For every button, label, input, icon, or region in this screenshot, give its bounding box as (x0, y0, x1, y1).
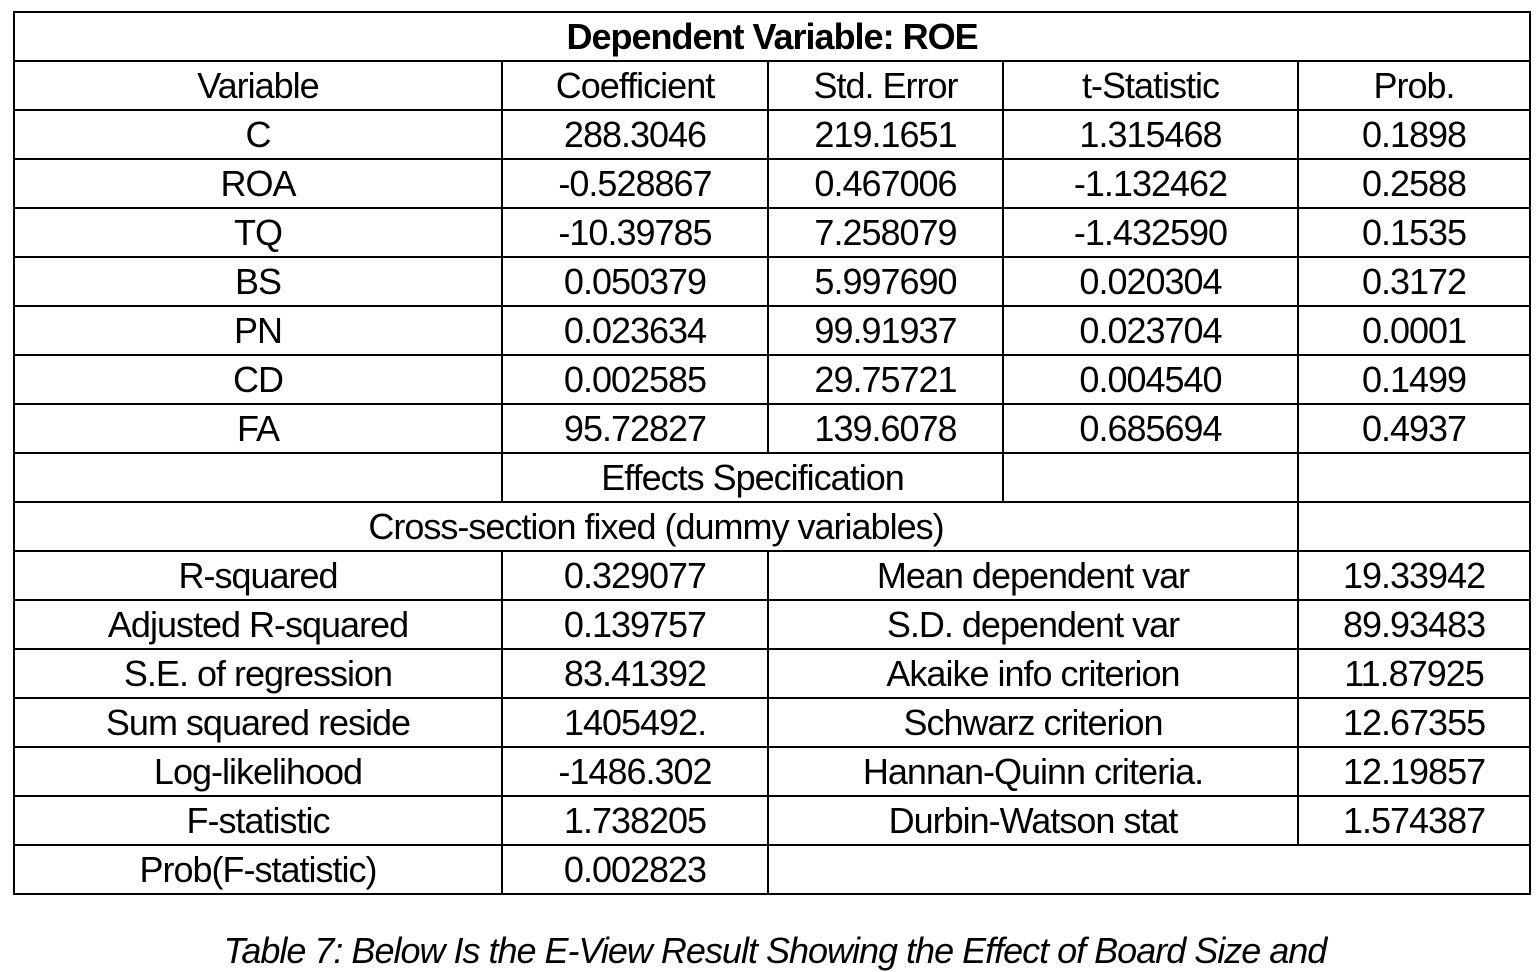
table-cell: 99.91937 (768, 306, 1003, 355)
table-cell: 0.050379 (502, 257, 768, 306)
table-cell: -10.39785 (502, 208, 768, 257)
table-cell: Mean dependent var (768, 551, 1298, 600)
table-cell: 1.738205 (502, 796, 768, 845)
table-cell: 0.685694 (1003, 404, 1298, 453)
header-cell: Coefficient (502, 61, 768, 110)
table-cell: FA (14, 404, 502, 453)
table-cell: 0.467006 (768, 159, 1003, 208)
stats-row (14, 747, 1530, 796)
table-row (14, 404, 1530, 453)
table-cell: S.E. of regression (14, 649, 502, 698)
title-row (14, 12, 1530, 61)
stats-row (14, 698, 1530, 747)
table-cell: 0.3172 (1298, 257, 1530, 306)
table-cell: Akaike info criterion (768, 649, 1298, 698)
stats-row (14, 551, 1530, 600)
stats-row (14, 600, 1530, 649)
table-cell: S.D. dependent var (768, 600, 1298, 649)
table-row (14, 306, 1530, 355)
table-cell: 0.004540 (1003, 355, 1298, 404)
table-cell: Effects Specification (502, 453, 1003, 502)
table-cell: 7.258079 (768, 208, 1003, 257)
table-cell: 5.997690 (768, 257, 1003, 306)
table-cell: -1.432590 (1003, 208, 1298, 257)
table-cell: Prob(F-statistic) (14, 845, 502, 894)
table-cell: F-statistic (14, 796, 502, 845)
table-cell: 219.1651 (768, 110, 1003, 159)
table-cell: 0.1898 (1298, 110, 1530, 159)
table-caption: Table 7: Below Is the E-View Result Showing the Effect of Board Size and (223, 930, 1327, 971)
table-cell: CD (14, 355, 502, 404)
table-cell: Sum squared reside (14, 698, 502, 747)
stats-row (14, 796, 1530, 845)
table-cell: 0.329077 (502, 551, 768, 600)
table-cell: 288.3046 (502, 110, 768, 159)
table-cell: 0.0001 (1298, 306, 1530, 355)
table-cell: 0.002585 (502, 355, 768, 404)
table-cell (768, 845, 1530, 894)
header-cell: Std. Error (768, 61, 1003, 110)
table-cell: 11.87925 (1298, 649, 1530, 698)
table-cell: -1.132462 (1003, 159, 1298, 208)
table-cell: 0.023704 (1003, 306, 1298, 355)
table-row (14, 110, 1530, 159)
table-cell: 89.93483 (1298, 600, 1530, 649)
table-row (14, 355, 1530, 404)
table-cell: BS (14, 257, 502, 306)
table-cell: 12.19857 (1298, 747, 1530, 796)
table-cell: Adjusted R-squared (14, 600, 502, 649)
header-cell: Variable (14, 61, 502, 110)
effects-spec-row (14, 453, 1530, 502)
table-cell: C (14, 110, 502, 159)
table-cell: 0.1499 (1298, 355, 1530, 404)
regression-table (13, 11, 1531, 895)
table-cell: -1486.302 (502, 747, 768, 796)
table-cell: 19.33942 (1298, 551, 1530, 600)
table-cell: 0.002823 (502, 845, 768, 894)
table-cell: 29.75721 (768, 355, 1003, 404)
table-cell: 83.41392 (502, 649, 768, 698)
table-cell (14, 453, 502, 502)
table-cell: Durbin-Watson stat (768, 796, 1298, 845)
header-cell: Prob. (1298, 61, 1530, 110)
table-cell: 1.315468 (1003, 110, 1298, 159)
table-row (14, 257, 1530, 306)
stats-row (14, 649, 1530, 698)
header-cell: t-Statistic (1003, 61, 1298, 110)
table-cell (1003, 453, 1298, 502)
table-cell: 0.023634 (502, 306, 768, 355)
table-cell: 0.1535 (1298, 208, 1530, 257)
table-cell: Hannan-Quinn criteria. (768, 747, 1298, 796)
table-cell: PN (14, 306, 502, 355)
table-cell: TQ (14, 208, 502, 257)
cross-section-row (14, 502, 1530, 551)
table-cell: Cross-section fixed (dummy variables) (14, 502, 1298, 551)
table-cell: R-squared (14, 551, 502, 600)
table-cell: 0.139757 (502, 600, 768, 649)
table-cell: 139.6078 (768, 404, 1003, 453)
table-cell: Log-likelihood (14, 747, 502, 796)
table-cell: Schwarz criterion (768, 698, 1298, 747)
table-cell: 1405492. (502, 698, 768, 747)
table-cell: 0.2588 (1298, 159, 1530, 208)
table-cell: 1.574387 (1298, 796, 1530, 845)
table-cell: 95.72827 (502, 404, 768, 453)
table-row (14, 208, 1530, 257)
table-cell (1298, 502, 1530, 551)
table-row (14, 159, 1530, 208)
table-cell: -0.528867 (502, 159, 768, 208)
header-row (14, 61, 1530, 110)
table-cell: 12.67355 (1298, 698, 1530, 747)
table-title: Dependent Variable: ROE (14, 12, 1530, 61)
stats-row (14, 845, 1530, 894)
table-cell: 0.4937 (1298, 404, 1530, 453)
table-cell (1298, 453, 1530, 502)
table-cell: 0.020304 (1003, 257, 1298, 306)
table-cell: ROA (14, 159, 502, 208)
